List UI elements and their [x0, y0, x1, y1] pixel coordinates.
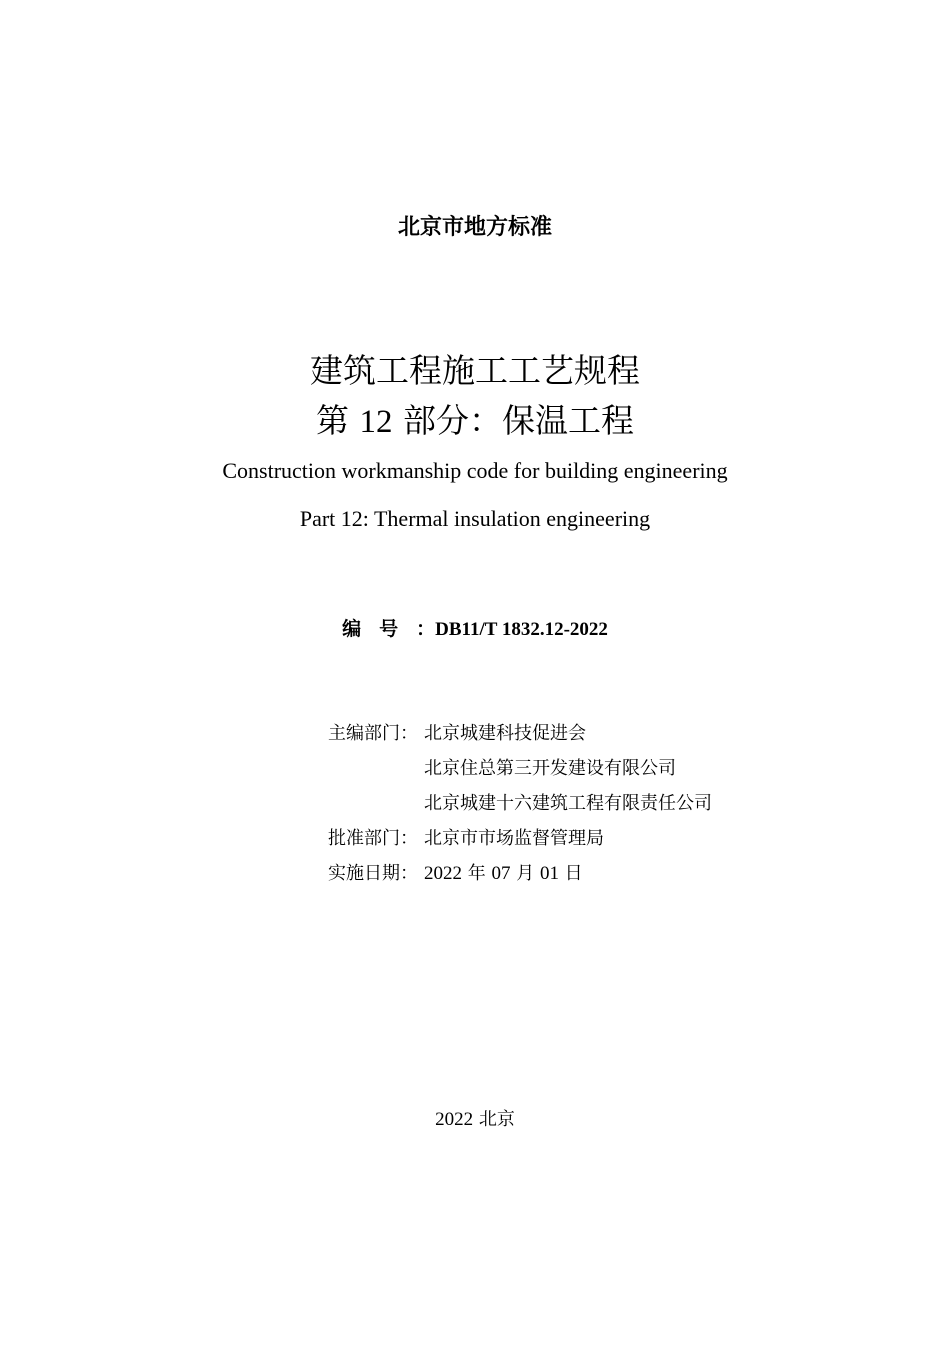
- date-month-unit: 月: [516, 863, 535, 884]
- editor-name: 北京住总第三开发建设有限公司: [424, 758, 676, 779]
- footer-city: 北京: [478, 1109, 515, 1130]
- title-chinese-main: 建筑工程施工工艺规程: [310, 351, 640, 390]
- title-chinese-part: [0, 398, 950, 445]
- editor-name: 北京城建科技促进会: [424, 723, 586, 744]
- title-part-suffix: 部分：保温工程: [403, 401, 634, 440]
- date-month: 07: [491, 863, 511, 884]
- editor-row: [328, 751, 712, 786]
- publication-footer: [0, 1105, 950, 1131]
- title-part-prefix: 第: [316, 401, 349, 440]
- effective-date: [424, 856, 583, 891]
- standard-category: 北京市地方标准: [397, 215, 552, 240]
- date-year: 2022: [424, 863, 462, 884]
- editor-row: [328, 716, 712, 751]
- title-part-number: 12: [359, 404, 393, 440]
- standard-code: [0, 614, 950, 641]
- date-day-unit: 日: [564, 863, 583, 884]
- code-value: DB11/T 1832.12-2022: [435, 619, 608, 640]
- publication-info: [328, 716, 712, 891]
- code-label: 编号: [342, 618, 417, 640]
- footer-year: 2022: [435, 1109, 474, 1130]
- approver-row: [328, 821, 712, 856]
- date-label: 实施日期：: [328, 863, 418, 884]
- date-row: [328, 856, 712, 891]
- code-colon: ：: [416, 618, 436, 640]
- editor-name: 北京城建十六建筑工程有限责任公司: [424, 793, 712, 814]
- title-english-part: Part 12: Thermal insulation engineering: [299, 506, 651, 531]
- approver-name: 北京市市场监督管理局: [424, 828, 604, 849]
- date-day: 01: [539, 863, 559, 884]
- date-year-unit: 年: [467, 863, 486, 884]
- approver-label: 批准部门：: [328, 828, 418, 849]
- editor-label: 主编部门：: [328, 723, 418, 744]
- editor-row: [328, 786, 712, 821]
- title-english-main: Construction workmanship code for building engineering: [222, 458, 728, 483]
